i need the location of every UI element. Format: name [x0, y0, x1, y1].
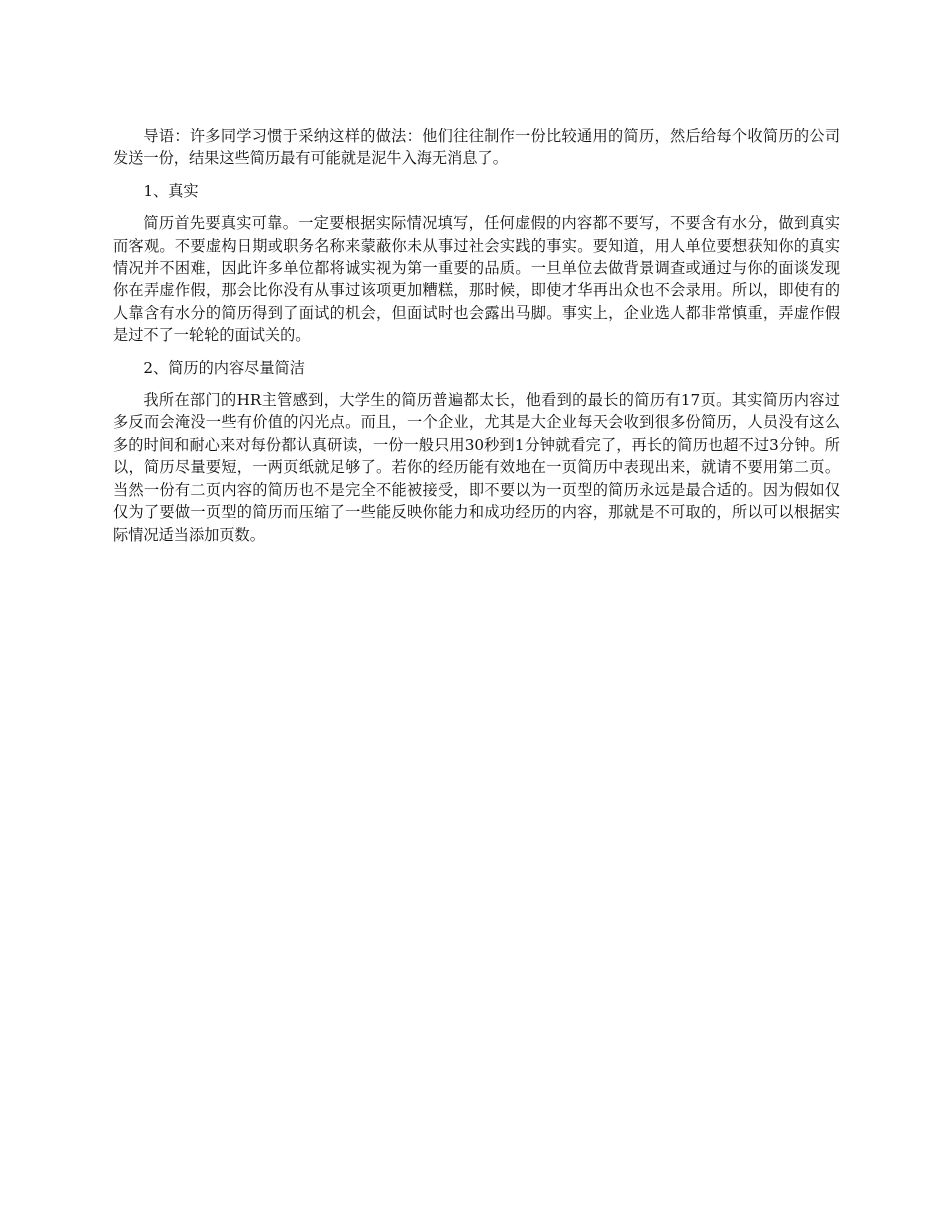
document-body — [113, 125, 840, 556]
section-2-paragraph: 我所在部门的HR主管感到，大学生的简历普遍都太长，他看到的最长的简历有17页。其实简历内容过多反而会淹没一些有价值的闪光点。而且，一个企业，尤其是大企业每天会收到很多份简历，人员没有这么多的时间和耐心来对每份都认真研读，一份一般只用30秒到1分钟就看完了，再长的简历也超不过3分钟。所以，简历尽量要短，一两页纸就足够了。若你的经历能有效地在一页简历中表现出来，就请不要用第二页。当然一份有二页内容的简历也不是完全不能被接受，即不要以为一页型的简历永远是最合适的。因为假如仅仅为了要做一页型的简历而压缩了一些能反映你能力和成功经历的内容，那就是不可取的，所以可以根据实际情况适当添加页数。 — [113, 391, 840, 544]
intro-paragraph: 导语：许多同学习惯于采纳这样的做法：他们往往制作一份比较通用的简历，然后给每个收简历的公司发送一份，结果这些简历最有可能就是泥牛入海无消息了。 — [113, 127, 840, 168]
section-1-heading: 1、真实 — [143, 181, 199, 200]
section-2-heading: 2、简历的内容尽量简洁 — [143, 358, 305, 377]
section-1-paragraph: 简历首先要真实可靠。一定要根据实际情况填写，任何虚假的内容都不要写，不要含有水分，做到真实而客观。不要虚构日期或职务名称来蒙蔽你未从事过社会实践的事实。要知道，用人单位要想获知你的真实情况并不困难，因此许多单位都将诚实视为第一重要的品质。一旦单位去做背景调查或通过与你的面谈发现你在弄虚作假，那会比你没有从事过该项更加糟糕，那时候，即使才华再出众也不会录用。所以，即使有的人靠含有水分的简历得到了面试的机会，但面试时也会露出马脚。事实上，企业选人都非常慎重，弄虚作假是过不了一轮轮的面试关的。 — [113, 214, 840, 345]
